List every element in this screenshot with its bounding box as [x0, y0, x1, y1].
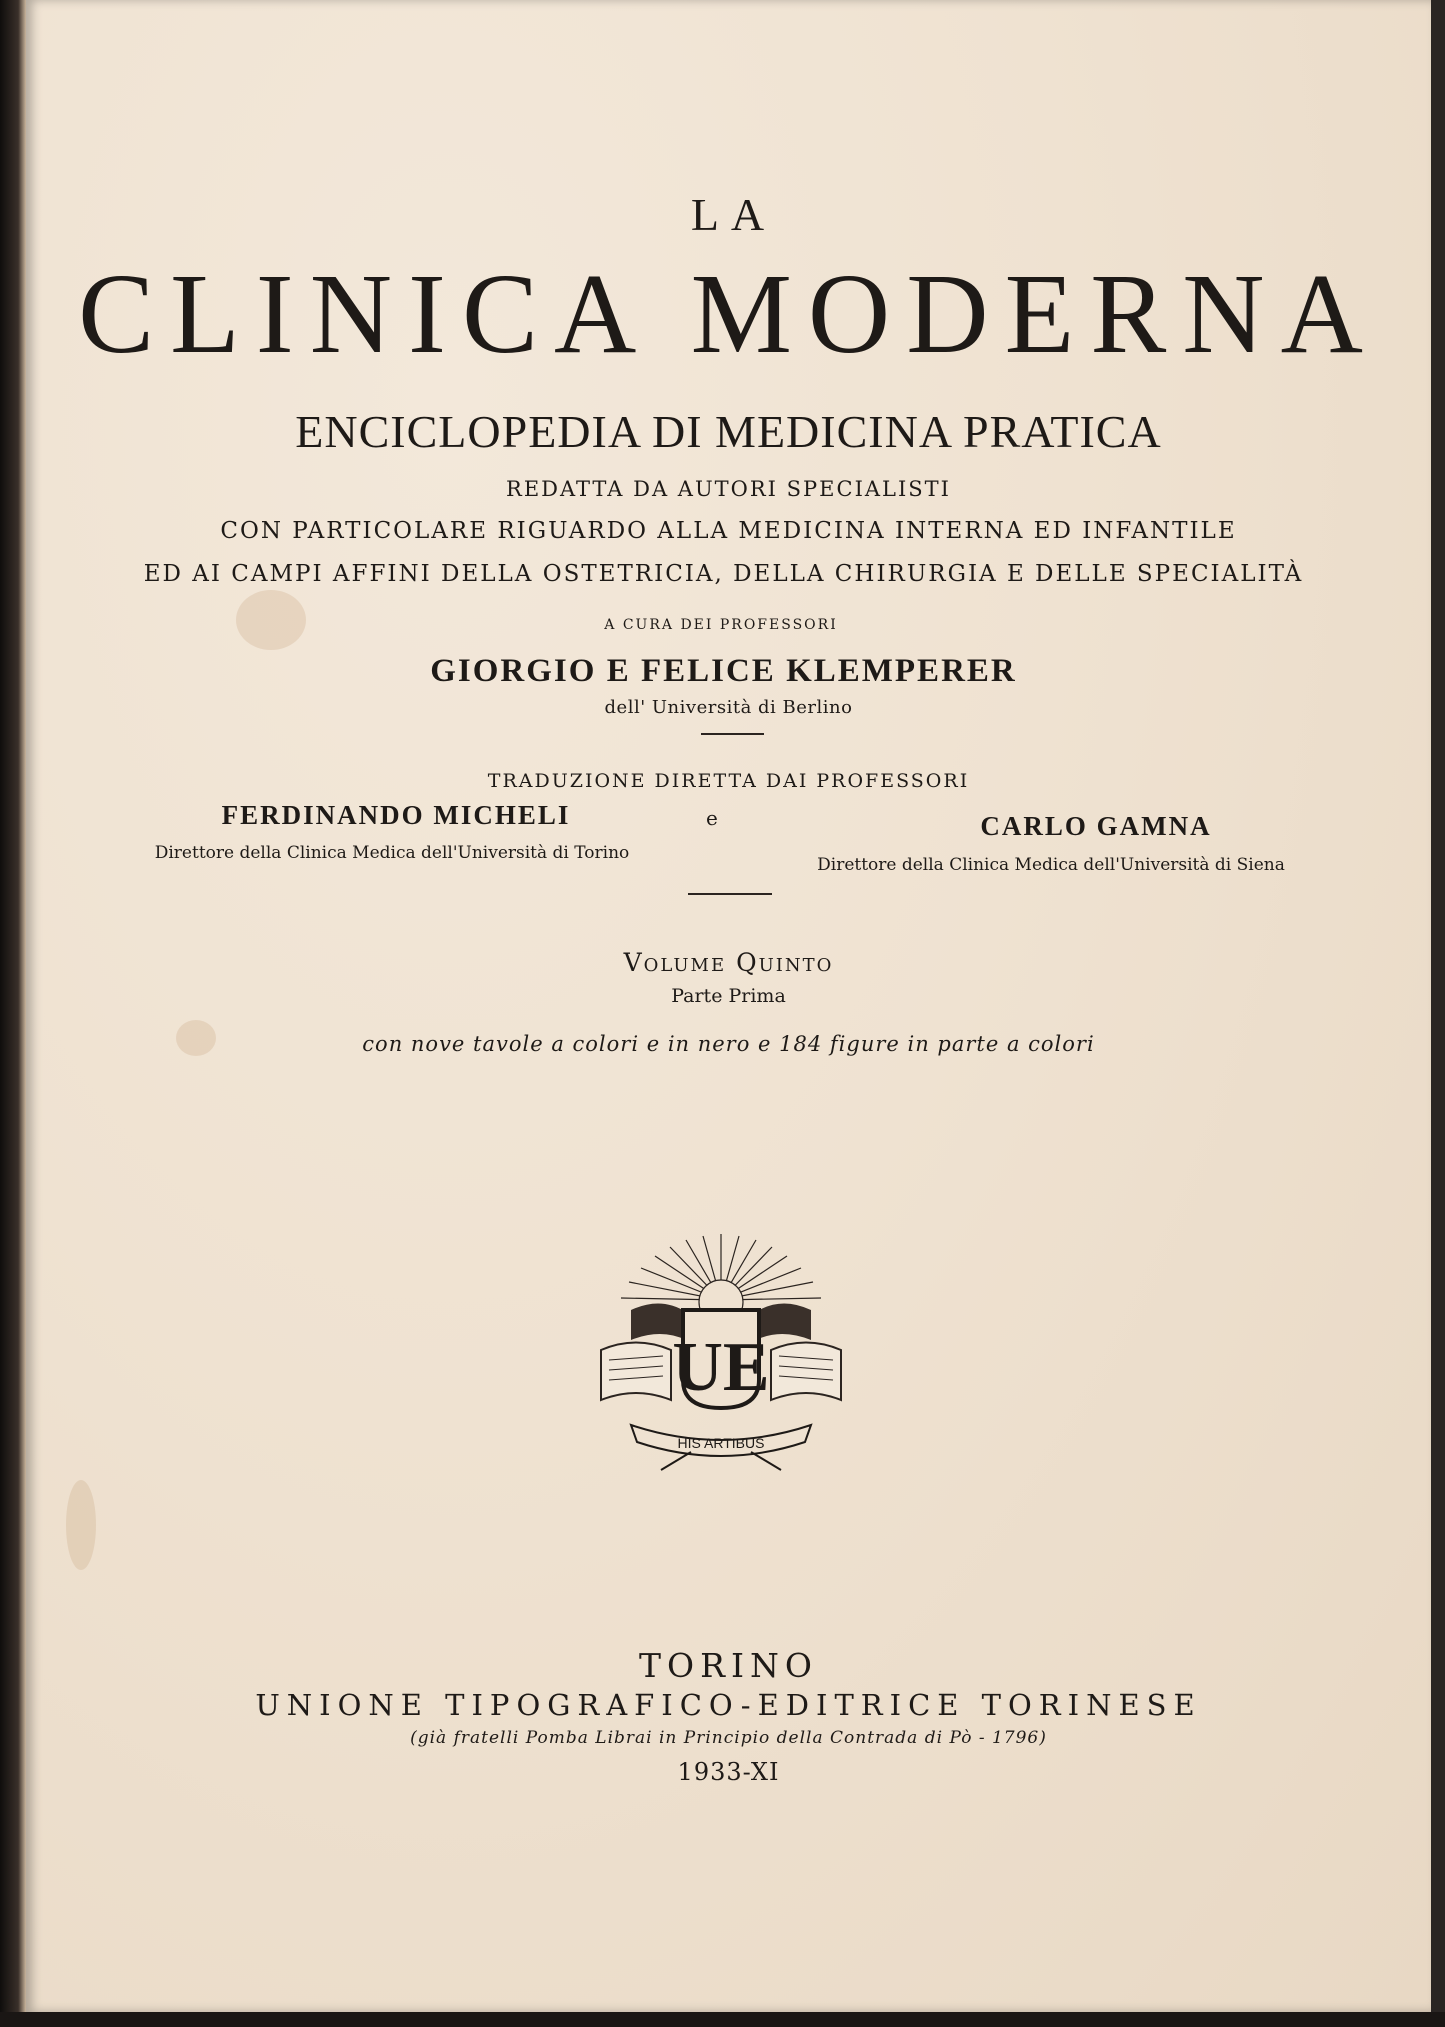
imprint-year: 1933-XI [677, 1758, 780, 1786]
page-bottom-edge [0, 2012, 1445, 2027]
translator-affiliation: Direttore della Clinica Medica dell'Università di Torino [154, 843, 630, 863]
volume-content: con nove tavole a colori e in nero e 184 figure in parte a colori [362, 1032, 1095, 1056]
description-line-1: REDATTA DA AUTORI SPECIALISTI [506, 477, 951, 501]
editors-affiliation: dell' Università di Berlino [604, 697, 853, 718]
translator-name: CARLO GAMNA [980, 811, 1212, 841]
book-binding-edge [0, 0, 26, 2027]
divider-rule [701, 733, 764, 735]
main-title: CLINICA MODERNA [78, 250, 1379, 377]
editors-intro: A CURA DEI PROFESSORI [604, 617, 838, 633]
imprint-city: TORINO [639, 1646, 818, 1685]
title-page [26, 0, 1431, 2012]
foxing-stain [66, 1480, 96, 1570]
volume-title: Volume Quinto [623, 948, 834, 977]
description-line-2: CON PARTICOLARE RIGUARDO ALLA MEDICINA INTERNA ED INFANTILE [220, 518, 1237, 544]
translator-name: FERDINANDO MICHELI [221, 800, 571, 830]
translation-intro: TRADUZIONE DIRETTA DAI PROFESSORI [487, 770, 970, 792]
series-prefix: LA [690, 189, 777, 240]
editors-names: GIORGIO E FELICE KLEMPERER [430, 653, 1017, 689]
emblem-motto: HIS ARTIBUS [677, 1435, 765, 1451]
divider-rule [688, 893, 772, 895]
crossed-tool [751, 1452, 781, 1470]
imprint-note: (già fratelli Pomba Librai in Principio della Contrada di Pò - 1796) [410, 1728, 1047, 1748]
translator-affiliation: Direttore della Clinica Medica dell'Università di Siena [817, 855, 1285, 875]
translator-conjunction: e [706, 806, 718, 830]
left-book-icon [601, 1343, 671, 1401]
description-line-3: ED AI CAMPI AFFINI DELLA OSTETRICIA, DELLA CHIRURGIA E DELLE SPECIALITÀ [143, 561, 1304, 587]
right-book-icon [771, 1343, 841, 1401]
crossed-tool [661, 1452, 691, 1470]
emblem-monogram: UE [672, 1329, 770, 1406]
imprint-publisher: UNIONE TIPOGRAFICO-EDITRICE TORINESE [255, 1688, 1202, 1722]
publisher-emblem-icon [591, 1230, 851, 1475]
volume-part: Parte Prima [671, 985, 786, 1007]
subtitle: ENCICLOPEDIA DI MEDICINA PRATICA [295, 406, 1162, 457]
